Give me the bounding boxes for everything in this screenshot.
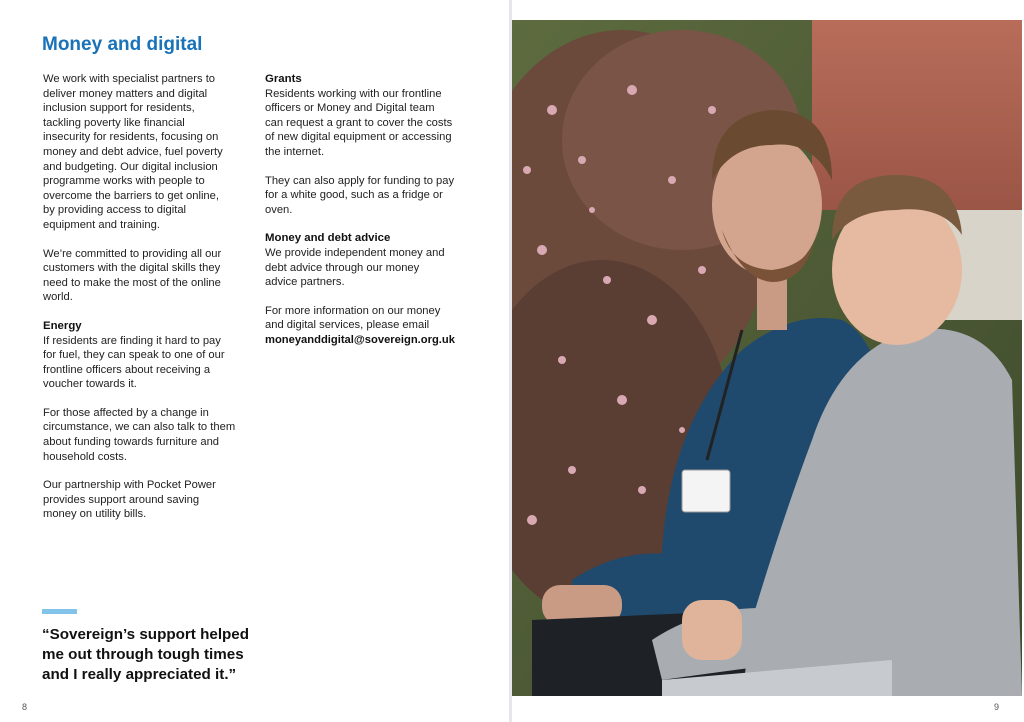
grants-heading: Grants [265,73,302,85]
grants-paragraph-1: Residents working with our frontline officers or Money and Digital team can request a grant to cover the costs of new digital equipment or accessing the internet. [265,87,453,158]
left-column [43,72,255,536]
contact-email-link[interactable]: moneyanddigital@sovereign.org.uk [265,333,455,346]
committed-paragraph: We’re committed to providing all our customers with the digital skills they need to make the most of the online world. [43,247,222,304]
page-number-right: 9 [994,702,1000,712]
energy-paragraph-1: If residents are finding it hard to pay for fuel, they can speak to one of our frontline officers about receiving a voucher towards it. [43,334,225,391]
advice-heading: Money and debt advice [265,232,391,245]
advice-paragraph-1: We provide independent money and debt advice through our money advice partners. [265,246,445,289]
grants-paragraph-2: They can also apply for funding to pay for a white good, such as a fridge or oven. [265,174,455,216]
photo-man-and-boy [512,20,1022,696]
energy-heading: Energy [43,319,82,332]
energy-paragraph-2: For those affected by a change in circumstance, we can also talk to them about funding towards furniture and household costs. [43,406,236,463]
left-page [0,0,510,722]
quote-accent-bar [42,609,77,614]
intro-paragraph: We work with specialist partners to deliver money matters and digital inclusion support for residents, tackling poverty like financial insecurity for residents, focusing on money and debt advice, fuel poverty and budgeting. Our digital inclusion programme works with people to overcome the barriers to get online, by providing access to digital equipment and training. [43,73,223,231]
page-number-left: 8 [22,702,28,712]
page-title: Money and digital [42,34,203,55]
photo-illustration [512,20,1022,696]
right-column [265,72,480,348]
testimonial-quote: “Sovereign’s support helped me out through tough times and I really appreciated it.” [42,626,250,683]
energy-paragraph-3: Our partnership with Pocket Power provides support around saving money on utility bills. [43,479,216,521]
advice-paragraph-2: For more information on our money and digital services, please email [265,304,441,332]
